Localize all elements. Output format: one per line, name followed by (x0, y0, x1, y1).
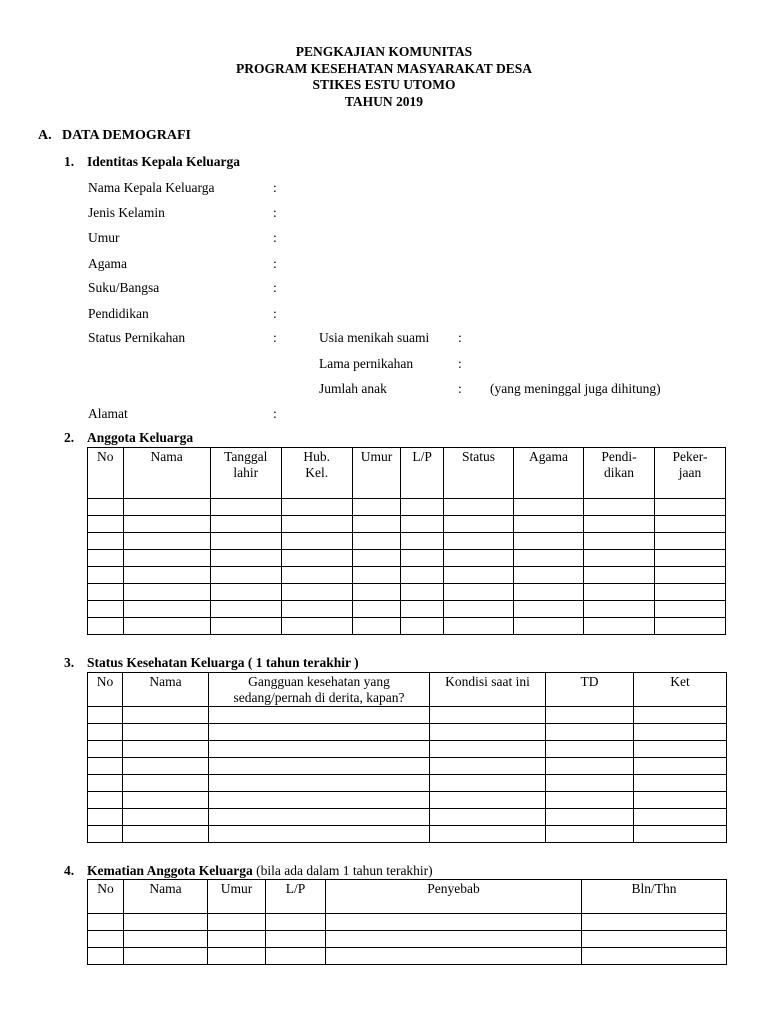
header-line-3: STIKES ESTU UTOMO (312, 77, 456, 92)
anggota-cell[interactable] (123, 550, 210, 567)
kesehatan-cell[interactable] (209, 775, 430, 792)
kematian-title: Kematian Anggota Keluarga (87, 863, 253, 878)
status-kesehatan-title: Status Kesehatan Keluarga ( 1 tahun terakhir ) (87, 655, 359, 670)
anggota-cell[interactable] (513, 584, 583, 601)
kesehatan-header-text: Ket (670, 674, 690, 689)
kesehatan-cell[interactable] (123, 758, 209, 775)
kematian-cell[interactable] (124, 931, 208, 948)
anggota-cell[interactable] (443, 584, 513, 601)
kesehatan-header-td (546, 673, 634, 707)
kesehatan-row (88, 758, 727, 775)
anggota-row (88, 567, 726, 584)
kematian-cell[interactable] (266, 931, 326, 948)
anggota-header-text: No (97, 449, 114, 464)
anggota-cell[interactable] (401, 618, 444, 635)
kematian-header-nama (124, 880, 208, 914)
kesehatan-header-no (88, 673, 123, 707)
anggota-row (88, 618, 726, 635)
anggota-cell[interactable] (281, 499, 352, 516)
field-colon: : (273, 230, 277, 245)
kesehatan-cell[interactable] (634, 724, 727, 741)
anggota-cell[interactable] (352, 601, 401, 618)
kematian-heading (64, 863, 433, 879)
kesehatan-cell[interactable] (546, 826, 634, 843)
anggota-header-umur (352, 448, 401, 499)
kesehatan-header-text: Nama (149, 674, 182, 689)
anggota-cell[interactable] (654, 618, 725, 635)
kesehatan-cell[interactable] (430, 707, 546, 724)
anggota-cell[interactable] (281, 567, 352, 584)
anggota-cell[interactable] (123, 601, 210, 618)
anggota-table (87, 447, 726, 635)
kesehatan-cell[interactable] (634, 707, 727, 724)
field-status-pernikahan: Status Pernikahan (88, 330, 186, 345)
kesehatan-cell[interactable] (123, 775, 209, 792)
anggota-row (88, 533, 726, 550)
kematian-header-l-p (266, 880, 326, 914)
anggota-header-l-p (401, 448, 444, 499)
anggota-cell[interactable] (583, 516, 654, 533)
kesehatan-cell[interactable] (88, 741, 123, 758)
field-umur: Umur (88, 230, 120, 245)
field-jenis-kelamin: Jenis Kelamin (88, 205, 165, 220)
status-kesehatan-heading (64, 655, 359, 671)
anggota-cell[interactable] (401, 550, 444, 567)
kesehatan-cell[interactable] (634, 826, 727, 843)
header-line-2: PROGRAM KESEHATAN MASYARAKAT DESA (236, 60, 532, 76)
kesehatan-cell[interactable] (88, 792, 123, 809)
kesehatan-header-gangguan-kesehatan-yang-sedang-pernah-di-derita-kapan (209, 673, 430, 707)
anggota-cell[interactable] (210, 533, 281, 550)
kematian-cell[interactable] (208, 914, 266, 931)
anggota-cell[interactable] (88, 567, 124, 584)
status-kesehatan-number: 3. (64, 655, 75, 670)
anggota-header-hub-kel (281, 448, 352, 499)
anggota-row (88, 499, 726, 516)
anggota-cell[interactable] (210, 584, 281, 601)
kesehatan-cell[interactable] (123, 707, 209, 724)
kematian-header-penyebab (326, 880, 582, 914)
anggota-cell[interactable] (513, 618, 583, 635)
kesehatan-cell[interactable] (430, 792, 546, 809)
anggota-header-text: Hub. (303, 449, 331, 464)
anggota-cell[interactable] (513, 533, 583, 550)
anggota-cell[interactable] (352, 567, 401, 584)
kesehatan-cell[interactable] (546, 707, 634, 724)
kematian-cell[interactable] (326, 931, 582, 948)
kematian-cell[interactable] (88, 931, 124, 948)
kesehatan-cell[interactable] (88, 809, 123, 826)
kesehatan-header-text: Kondisi saat ini (445, 674, 530, 689)
header-line-4: TAHUN 2019 (344, 93, 424, 109)
anggota-cell[interactable] (123, 516, 210, 533)
anggota-heading (64, 430, 193, 446)
anggota-cell[interactable] (654, 533, 725, 550)
kematian-cell[interactable] (208, 931, 266, 948)
kesehatan-header-text: Gangguan kesehatan yang (248, 674, 390, 689)
field-colon: : (458, 381, 462, 396)
kesehatan-cell[interactable] (88, 826, 123, 843)
kesehatan-cell[interactable] (209, 724, 430, 741)
kesehatan-cell[interactable] (546, 775, 634, 792)
anggota-header-status (443, 448, 513, 499)
anggota-cell[interactable] (352, 499, 401, 516)
field-colon: : (273, 256, 277, 271)
kesehatan-cell[interactable] (430, 758, 546, 775)
kematian-cell[interactable] (582, 914, 727, 931)
field-jumlah-anak: Jumlah anak (319, 381, 387, 396)
anggota-cell[interactable] (654, 567, 725, 584)
anggota-cell[interactable] (513, 601, 583, 618)
kematian-note: (bila ada dalam 1 tahun terakhir) (256, 863, 433, 878)
anggota-cell[interactable] (210, 618, 281, 635)
anggota-row (88, 516, 726, 533)
field-colon: : (273, 330, 277, 345)
anggota-cell[interactable] (281, 618, 352, 635)
anggota-header-text: Pendi- (601, 449, 637, 464)
anggota-cell[interactable] (88, 533, 124, 550)
kematian-row (88, 931, 727, 948)
section-a-title: DATA DEMOGRAFI (62, 128, 191, 143)
anggota-header-text: Nama (150, 449, 183, 464)
kesehatan-header-text: sedang/pernah di derita, kapan? (233, 690, 405, 705)
anggota-cell[interactable] (123, 567, 210, 584)
anggota-cell[interactable] (583, 533, 654, 550)
status-kesehatan-table (87, 672, 727, 843)
anggota-cell[interactable] (583, 499, 654, 516)
kematian-header-text: Umur (220, 881, 253, 896)
field-colon: : (273, 280, 277, 295)
kematian-cell[interactable] (208, 948, 266, 965)
kesehatan-row (88, 724, 727, 741)
kesehatan-cell[interactable] (430, 741, 546, 758)
anggota-cell[interactable] (352, 533, 401, 550)
anggota-cell[interactable] (443, 533, 513, 550)
kesehatan-cell[interactable] (634, 741, 727, 758)
anggota-cell[interactable] (401, 601, 444, 618)
anggota-cell[interactable] (513, 550, 583, 567)
kematian-cell[interactable] (124, 914, 208, 931)
kesehatan-cell[interactable] (634, 809, 727, 826)
anggota-cell[interactable] (352, 516, 401, 533)
kematian-cell[interactable] (266, 914, 326, 931)
kesehatan-row (88, 707, 727, 724)
field-suku-bangsa: Suku/Bangsa (88, 280, 160, 295)
anggota-header-text: jaan (678, 465, 702, 480)
anggota-title: Anggota Keluarga (87, 430, 194, 445)
field-usia-menikah-suami: Usia menikah suami (319, 330, 430, 345)
anggota-cell[interactable] (513, 516, 583, 533)
anggota-cell[interactable] (443, 499, 513, 516)
kesehatan-cell[interactable] (209, 758, 430, 775)
kesehatan-cell[interactable] (209, 741, 430, 758)
kematian-cell[interactable] (88, 948, 124, 965)
anggota-cell[interactable] (583, 567, 654, 584)
field-colon: : (273, 406, 277, 421)
anggota-cell[interactable] (654, 516, 725, 533)
kesehatan-cell[interactable] (123, 792, 209, 809)
kesehatan-cell[interactable] (123, 724, 209, 741)
anggota-cell[interactable] (583, 601, 654, 618)
kesehatan-cell[interactable] (123, 826, 209, 843)
kematian-row (88, 914, 727, 931)
header-line-1: PENGKAJIAN KOMUNITAS (295, 44, 473, 59)
kesehatan-cell[interactable] (209, 809, 430, 826)
kesehatan-row (88, 741, 727, 758)
kematian-header-text: L/P (285, 881, 306, 896)
section-a-heading (38, 128, 191, 144)
identitas-heading (64, 154, 240, 170)
anggota-cell[interactable] (513, 499, 583, 516)
anggota-cell[interactable] (210, 601, 281, 618)
kesehatan-cell[interactable] (430, 826, 546, 843)
kesehatan-cell[interactable] (209, 792, 430, 809)
section-a-label: A. (38, 128, 52, 143)
anggota-cell[interactable] (281, 516, 352, 533)
field-colon: : (273, 180, 277, 195)
kematian-header-umur (208, 880, 266, 914)
kesehatan-cell[interactable] (88, 724, 123, 741)
anggota-cell[interactable] (352, 618, 401, 635)
anggota-header-text: dikan (603, 465, 634, 480)
kematian-cell[interactable] (582, 948, 727, 965)
kematian-header-text: Penyebab (427, 881, 480, 896)
anggota-cell[interactable] (401, 567, 444, 584)
anggota-cell[interactable] (281, 584, 352, 601)
anggota-cell[interactable] (443, 567, 513, 584)
kematian-header-no (88, 880, 124, 914)
kesehatan-header-text: TD (580, 674, 599, 689)
field-alamat: Alamat (88, 406, 128, 421)
kesehatan-cell[interactable] (546, 758, 634, 775)
kematian-cell[interactable] (326, 914, 582, 931)
anggota-header-peker-jaan (654, 448, 725, 499)
kesehatan-cell[interactable] (634, 775, 727, 792)
kesehatan-header-nama (123, 673, 209, 707)
anggota-cell[interactable] (443, 516, 513, 533)
kesehatan-row (88, 826, 727, 843)
kesehatan-cell[interactable] (546, 741, 634, 758)
anggota-cell[interactable] (123, 533, 210, 550)
anggota-cell[interactable] (210, 516, 281, 533)
anggota-row (88, 584, 726, 601)
field-colon: : (458, 330, 462, 345)
anggota-cell[interactable] (88, 550, 124, 567)
anggota-row (88, 601, 726, 618)
anggota-cell[interactable] (210, 550, 281, 567)
anggota-cell[interactable] (210, 567, 281, 584)
kematian-table (87, 879, 727, 965)
anggota-cell[interactable] (583, 584, 654, 601)
kesehatan-cell[interactable] (430, 724, 546, 741)
anggota-cell[interactable] (654, 550, 725, 567)
anggota-cell[interactable] (123, 618, 210, 635)
kesehatan-cell[interactable] (123, 809, 209, 826)
anggota-header-nama (123, 448, 210, 499)
kematian-header-text: No (97, 881, 114, 896)
anggota-header-text: Tanggal (224, 449, 268, 464)
anggota-cell[interactable] (654, 601, 725, 618)
jumlah-anak-note: (yang meninggal juga dihitung) (490, 381, 661, 396)
anggota-cell[interactable] (513, 567, 583, 584)
anggota-cell[interactable] (583, 618, 654, 635)
anggota-cell[interactable] (443, 601, 513, 618)
document-header (0, 44, 768, 110)
anggota-cell[interactable] (352, 550, 401, 567)
field-colon: : (458, 356, 462, 371)
anggota-cell[interactable] (88, 618, 124, 635)
kesehatan-header-ket (634, 673, 727, 707)
anggota-cell[interactable] (88, 516, 124, 533)
kesehatan-cell[interactable] (430, 809, 546, 826)
anggota-cell[interactable] (401, 516, 444, 533)
kematian-number: 4. (64, 863, 75, 878)
anggota-cell[interactable] (210, 499, 281, 516)
kematian-header-text: Nama (149, 881, 182, 896)
kematian-cell[interactable] (266, 948, 326, 965)
anggota-cell[interactable] (654, 584, 725, 601)
kematian-cell[interactable] (582, 931, 727, 948)
anggota-header-text: L/P (412, 449, 432, 464)
kesehatan-header-kondisi-saat-ini (430, 673, 546, 707)
kematian-cell[interactable] (88, 914, 124, 931)
anggota-cell[interactable] (281, 550, 352, 567)
anggota-header-agama (513, 448, 583, 499)
anggota-cell[interactable] (88, 499, 124, 516)
kesehatan-row (88, 792, 727, 809)
anggota-cell[interactable] (654, 499, 725, 516)
field-colon: : (273, 306, 277, 321)
kesehatan-cell[interactable] (88, 707, 123, 724)
anggota-cell[interactable] (88, 601, 124, 618)
kesehatan-cell[interactable] (88, 775, 123, 792)
kematian-cell[interactable] (124, 948, 208, 965)
anggota-header-pendi-dikan (583, 448, 654, 499)
field-colon: : (273, 205, 277, 220)
kesehatan-cell[interactable] (546, 724, 634, 741)
anggota-cell[interactable] (401, 499, 444, 516)
anggota-header-text: Status (461, 449, 495, 464)
anggota-cell[interactable] (281, 533, 352, 550)
anggota-cell[interactable] (281, 601, 352, 618)
kesehatan-cell[interactable] (209, 707, 430, 724)
kesehatan-cell[interactable] (430, 775, 546, 792)
anggota-cell[interactable] (88, 584, 124, 601)
anggota-cell[interactable] (583, 550, 654, 567)
kesehatan-row (88, 775, 727, 792)
anggota-number: 2. (64, 430, 75, 445)
anggota-cell[interactable] (401, 584, 444, 601)
anggota-header-text: lahir (233, 465, 259, 480)
anggota-cell[interactable] (352, 584, 401, 601)
anggota-cell[interactable] (401, 533, 444, 550)
anggota-header-tanggal-lahir (210, 448, 281, 499)
anggota-row (88, 550, 726, 567)
kesehatan-cell[interactable] (123, 741, 209, 758)
anggota-header-no (88, 448, 124, 499)
field-nama-kepala-keluarga: Nama Kepala Keluarga (88, 180, 215, 195)
anggota-cell[interactable] (123, 499, 210, 516)
kesehatan-row (88, 809, 727, 826)
anggota-header-text: Peker- (672, 449, 708, 464)
anggota-header-text: Agama (528, 449, 568, 464)
anggota-header-text: Umur (360, 449, 393, 464)
field-pendidikan: Pendidikan (88, 306, 149, 321)
kesehatan-header-text: No (96, 674, 114, 689)
kesehatan-cell[interactable] (634, 758, 727, 775)
kesehatan-cell[interactable] (209, 826, 430, 843)
kesehatan-cell[interactable] (546, 809, 634, 826)
kesehatan-cell[interactable] (546, 792, 634, 809)
kematian-header-text: Bln/Thn (631, 881, 677, 896)
identitas-number: 1. (64, 154, 75, 169)
anggota-cell[interactable] (443, 618, 513, 635)
identitas-title: Identitas Kepala Keluarga (87, 154, 241, 169)
field-lama-pernikahan: Lama pernikahan (319, 356, 414, 371)
kematian-row (88, 948, 727, 965)
kesehatan-cell[interactable] (634, 792, 727, 809)
kesehatan-cell[interactable] (88, 758, 123, 775)
anggota-header-text: Kel. (305, 465, 329, 480)
field-agama: Agama (88, 256, 127, 271)
kematian-header-bln-thn (582, 880, 727, 914)
anggota-cell[interactable] (123, 584, 210, 601)
kematian-cell[interactable] (326, 948, 582, 965)
anggota-cell[interactable] (443, 550, 513, 567)
